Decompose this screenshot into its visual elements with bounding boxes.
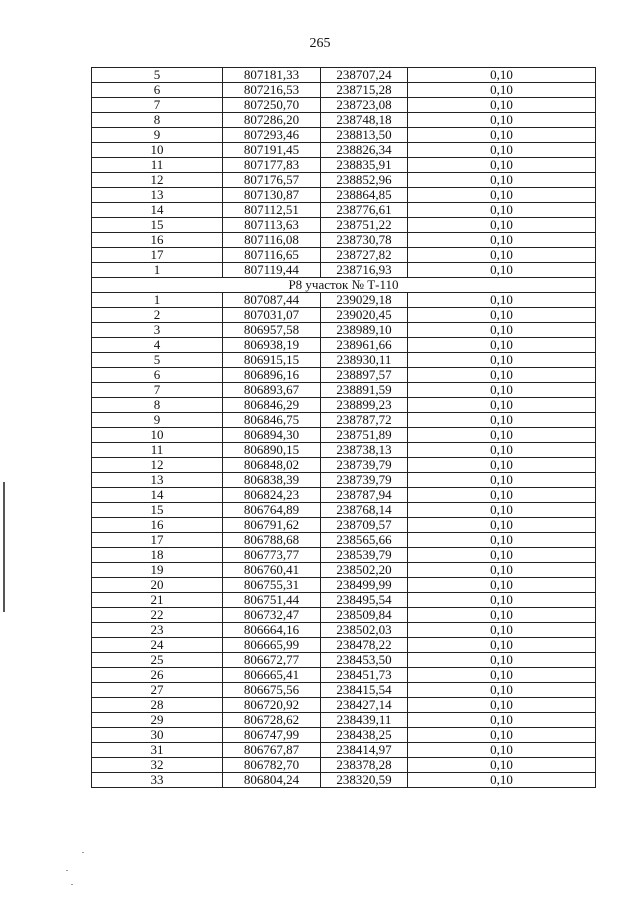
accuracy-cell: 0,10	[408, 638, 596, 653]
y-coordinate-cell: 238539,79	[321, 548, 408, 563]
accuracy-cell: 0,10	[408, 143, 596, 158]
y-coordinate-cell: 238751,22	[321, 218, 408, 233]
accuracy-cell: 0,10	[408, 683, 596, 698]
y-coordinate-cell: 238453,50	[321, 653, 408, 668]
y-coordinate-cell: 238739,79	[321, 473, 408, 488]
table-row	[92, 713, 596, 728]
point-number-cell: 25	[92, 653, 223, 668]
point-number-cell: 23	[92, 623, 223, 638]
table-row	[92, 428, 596, 443]
accuracy-cell: 0,10	[408, 323, 596, 338]
x-coordinate-cell: 806675,56	[223, 683, 321, 698]
point-number-cell: 24	[92, 638, 223, 653]
y-coordinate-cell: 238414,97	[321, 743, 408, 758]
y-coordinate-cell: 238730,78	[321, 233, 408, 248]
section-row	[92, 278, 596, 293]
y-coordinate-cell: 238715,28	[321, 83, 408, 98]
point-number-cell: 27	[92, 683, 223, 698]
table-row	[92, 233, 596, 248]
table-row	[92, 533, 596, 548]
x-coordinate-cell: 806791,62	[223, 518, 321, 533]
x-coordinate-cell: 806664,16	[223, 623, 321, 638]
table-row	[92, 773, 596, 788]
y-coordinate-cell: 238509,84	[321, 608, 408, 623]
x-coordinate-cell: 807119,44	[223, 263, 321, 278]
y-coordinate-cell: 238707,24	[321, 68, 408, 83]
accuracy-cell: 0,10	[408, 413, 596, 428]
accuracy-cell: 0,10	[408, 128, 596, 143]
x-coordinate-cell: 806890,15	[223, 443, 321, 458]
x-coordinate-cell: 806848,02	[223, 458, 321, 473]
accuracy-cell: 0,10	[408, 563, 596, 578]
y-coordinate-cell: 238748,18	[321, 113, 408, 128]
table-row	[92, 158, 596, 173]
y-coordinate-cell: 238787,72	[321, 413, 408, 428]
accuracy-cell: 0,10	[408, 368, 596, 383]
point-number-cell: 4	[92, 338, 223, 353]
y-coordinate-cell: 238930,11	[321, 353, 408, 368]
table-row	[92, 593, 596, 608]
accuracy-cell: 0,10	[408, 263, 596, 278]
accuracy-cell: 0,10	[408, 593, 596, 608]
y-coordinate-cell: 238427,14	[321, 698, 408, 713]
point-number-cell: 28	[92, 698, 223, 713]
point-number-cell: 5	[92, 68, 223, 83]
y-coordinate-cell: 238787,94	[321, 488, 408, 503]
table-row	[92, 173, 596, 188]
accuracy-cell: 0,10	[408, 353, 596, 368]
y-coordinate-cell: 238709,57	[321, 518, 408, 533]
table-row	[92, 203, 596, 218]
accuracy-cell: 0,10	[408, 68, 596, 83]
y-coordinate-cell: 238495,54	[321, 593, 408, 608]
point-number-cell: 32	[92, 758, 223, 773]
y-coordinate-cell: 238751,89	[321, 428, 408, 443]
accuracy-cell: 0,10	[408, 233, 596, 248]
table-row	[92, 623, 596, 638]
y-coordinate-cell: 238478,22	[321, 638, 408, 653]
y-coordinate-cell: 238961,66	[321, 338, 408, 353]
x-coordinate-cell: 807177,83	[223, 158, 321, 173]
x-coordinate-cell: 807113,63	[223, 218, 321, 233]
accuracy-cell: 0,10	[408, 308, 596, 323]
x-coordinate-cell: 806782,70	[223, 758, 321, 773]
x-coordinate-cell: 806672,77	[223, 653, 321, 668]
y-coordinate-cell: 238852,96	[321, 173, 408, 188]
table-row	[92, 248, 596, 263]
y-coordinate-cell: 238502,20	[321, 563, 408, 578]
point-number-cell: 31	[92, 743, 223, 758]
point-number-cell: 12	[92, 458, 223, 473]
table-row	[92, 503, 596, 518]
y-coordinate-cell: 238727,82	[321, 248, 408, 263]
accuracy-cell: 0,10	[408, 623, 596, 638]
table-row	[92, 398, 596, 413]
point-number-cell: 17	[92, 533, 223, 548]
y-coordinate-cell: 238439,11	[321, 713, 408, 728]
point-number-cell: 12	[92, 173, 223, 188]
point-number-cell: 17	[92, 248, 223, 263]
x-coordinate-cell: 806720,92	[223, 698, 321, 713]
accuracy-cell: 0,10	[408, 698, 596, 713]
table-row	[92, 218, 596, 233]
accuracy-cell: 0,10	[408, 488, 596, 503]
y-coordinate-cell: 239029,18	[321, 293, 408, 308]
table-row	[92, 458, 596, 473]
y-coordinate-cell: 238738,13	[321, 443, 408, 458]
accuracy-cell: 0,10	[408, 533, 596, 548]
table-row	[92, 668, 596, 683]
x-coordinate-cell: 806846,29	[223, 398, 321, 413]
x-coordinate-cell: 806804,24	[223, 773, 321, 788]
x-coordinate-cell: 806665,99	[223, 638, 321, 653]
y-coordinate-cell: 238320,59	[321, 773, 408, 788]
y-coordinate-cell: 238451,73	[321, 668, 408, 683]
x-coordinate-cell: 806747,99	[223, 728, 321, 743]
point-number-cell: 9	[92, 413, 223, 428]
point-number-cell: 11	[92, 443, 223, 458]
point-number-cell: 6	[92, 83, 223, 98]
accuracy-cell: 0,10	[408, 158, 596, 173]
x-coordinate-cell: 807116,08	[223, 233, 321, 248]
accuracy-cell: 0,10	[408, 458, 596, 473]
y-coordinate-cell: 238415,54	[321, 683, 408, 698]
point-number-cell: 26	[92, 668, 223, 683]
x-coordinate-cell: 806957,58	[223, 323, 321, 338]
point-number-cell: 21	[92, 593, 223, 608]
y-coordinate-cell: 238499,99	[321, 578, 408, 593]
table-row	[92, 308, 596, 323]
point-number-cell: 8	[92, 398, 223, 413]
page-number: 265	[309, 36, 331, 51]
table-row	[92, 293, 596, 308]
scan-speck	[71, 884, 73, 885]
table-row	[92, 518, 596, 533]
y-coordinate-cell: 238378,28	[321, 758, 408, 773]
accuracy-cell: 0,10	[408, 548, 596, 563]
x-coordinate-cell: 807250,70	[223, 98, 321, 113]
table-row	[92, 608, 596, 623]
point-number-cell: 15	[92, 503, 223, 518]
point-number-cell: 9	[92, 128, 223, 143]
point-number-cell: 16	[92, 518, 223, 533]
point-number-cell: 18	[92, 548, 223, 563]
accuracy-cell: 0,10	[408, 338, 596, 353]
point-number-cell: 13	[92, 473, 223, 488]
table-row	[92, 113, 596, 128]
x-coordinate-cell: 806838,39	[223, 473, 321, 488]
point-number-cell: 16	[92, 233, 223, 248]
x-coordinate-cell: 806760,41	[223, 563, 321, 578]
x-coordinate-cell: 806893,67	[223, 383, 321, 398]
accuracy-cell: 0,10	[408, 83, 596, 98]
accuracy-cell: 0,10	[408, 758, 596, 773]
x-coordinate-cell: 807191,45	[223, 143, 321, 158]
point-number-cell: 11	[92, 158, 223, 173]
table-row	[92, 653, 596, 668]
x-coordinate-cell: 806665,41	[223, 668, 321, 683]
point-number-cell: 14	[92, 203, 223, 218]
y-coordinate-cell: 238864,85	[321, 188, 408, 203]
accuracy-cell: 0,10	[408, 443, 596, 458]
point-number-cell: 19	[92, 563, 223, 578]
x-coordinate-cell: 806938,19	[223, 338, 321, 353]
accuracy-cell: 0,10	[408, 188, 596, 203]
table-row	[92, 683, 596, 698]
y-coordinate-cell: 238723,08	[321, 98, 408, 113]
accuracy-cell: 0,10	[408, 383, 596, 398]
x-coordinate-cell: 806824,23	[223, 488, 321, 503]
table-row	[92, 638, 596, 653]
accuracy-cell: 0,10	[408, 578, 596, 593]
point-number-cell: 29	[92, 713, 223, 728]
y-coordinate-cell: 238989,10	[321, 323, 408, 338]
accuracy-cell: 0,10	[408, 98, 596, 113]
y-coordinate-cell: 238891,59	[321, 383, 408, 398]
point-number-cell: 10	[92, 428, 223, 443]
point-number-cell: 1	[92, 263, 223, 278]
accuracy-cell: 0,10	[408, 428, 596, 443]
x-coordinate-cell: 807286,20	[223, 113, 321, 128]
accuracy-cell: 0,10	[408, 113, 596, 128]
point-number-cell: 20	[92, 578, 223, 593]
x-coordinate-cell: 806767,87	[223, 743, 321, 758]
point-number-cell: 33	[92, 773, 223, 788]
y-coordinate-cell: 238826,34	[321, 143, 408, 158]
x-coordinate-cell: 807293,46	[223, 128, 321, 143]
scan-speck	[66, 870, 68, 871]
x-coordinate-cell: 807112,51	[223, 203, 321, 218]
accuracy-cell: 0,10	[408, 728, 596, 743]
y-coordinate-cell: 238899,23	[321, 398, 408, 413]
point-number-cell: 10	[92, 143, 223, 158]
x-coordinate-cell: 806915,15	[223, 353, 321, 368]
x-coordinate-cell: 806788,68	[223, 533, 321, 548]
table-row	[92, 128, 596, 143]
point-number-cell: 7	[92, 383, 223, 398]
accuracy-cell: 0,10	[408, 503, 596, 518]
x-coordinate-cell: 806764,89	[223, 503, 321, 518]
point-number-cell: 30	[92, 728, 223, 743]
table-row	[92, 338, 596, 353]
y-coordinate-cell: 238897,57	[321, 368, 408, 383]
y-coordinate-cell: 238776,61	[321, 203, 408, 218]
y-coordinate-cell: 238835,91	[321, 158, 408, 173]
x-coordinate-cell: 806728,62	[223, 713, 321, 728]
table-row	[92, 188, 596, 203]
accuracy-cell: 0,10	[408, 713, 596, 728]
x-coordinate-cell: 807130,87	[223, 188, 321, 203]
point-number-cell: 22	[92, 608, 223, 623]
point-number-cell: 3	[92, 323, 223, 338]
y-coordinate-cell: 238768,14	[321, 503, 408, 518]
point-number-cell: 13	[92, 188, 223, 203]
x-coordinate-cell: 806755,31	[223, 578, 321, 593]
scan-speck	[82, 852, 84, 853]
y-coordinate-cell: 238739,79	[321, 458, 408, 473]
table-row	[92, 548, 596, 563]
y-coordinate-cell: 238565,66	[321, 533, 408, 548]
x-coordinate-cell: 807031,07	[223, 308, 321, 323]
table-row	[92, 98, 596, 113]
x-coordinate-cell: 806751,44	[223, 593, 321, 608]
x-coordinate-cell: 807181,33	[223, 68, 321, 83]
accuracy-cell: 0,10	[408, 473, 596, 488]
point-number-cell: 2	[92, 308, 223, 323]
accuracy-cell: 0,10	[408, 608, 596, 623]
table-row	[92, 563, 596, 578]
coordinates-table	[91, 67, 596, 788]
point-number-cell: 15	[92, 218, 223, 233]
accuracy-cell: 0,10	[408, 518, 596, 533]
x-coordinate-cell: 807116,65	[223, 248, 321, 263]
x-coordinate-cell: 806896,16	[223, 368, 321, 383]
table-row	[92, 758, 596, 773]
table-row	[92, 353, 596, 368]
accuracy-cell: 0,10	[408, 173, 596, 188]
accuracy-cell: 0,10	[408, 398, 596, 413]
table-row	[92, 743, 596, 758]
y-coordinate-cell: 238438,25	[321, 728, 408, 743]
table-row	[92, 263, 596, 278]
accuracy-cell: 0,10	[408, 668, 596, 683]
x-coordinate-cell: 806773,77	[223, 548, 321, 563]
scan-edge-mark	[3, 482, 5, 612]
table-row	[92, 698, 596, 713]
point-number-cell: 7	[92, 98, 223, 113]
y-coordinate-cell: 238813,50	[321, 128, 408, 143]
table-row	[92, 578, 596, 593]
y-coordinate-cell: 239020,45	[321, 308, 408, 323]
x-coordinate-cell: 807176,57	[223, 173, 321, 188]
x-coordinate-cell: 806846,75	[223, 413, 321, 428]
table-row	[92, 323, 596, 338]
table-row	[92, 413, 596, 428]
table-row	[92, 443, 596, 458]
point-number-cell: 1	[92, 293, 223, 308]
point-number-cell: 8	[92, 113, 223, 128]
x-coordinate-cell: 807216,53	[223, 83, 321, 98]
y-coordinate-cell: 238502,03	[321, 623, 408, 638]
table-row	[92, 488, 596, 503]
table-row	[92, 68, 596, 83]
accuracy-cell: 0,10	[408, 203, 596, 218]
table-row	[92, 143, 596, 158]
table-row	[92, 83, 596, 98]
accuracy-cell: 0,10	[408, 293, 596, 308]
table-row	[92, 473, 596, 488]
x-coordinate-cell: 806732,47	[223, 608, 321, 623]
x-coordinate-cell: 807087,44	[223, 293, 321, 308]
point-number-cell: 6	[92, 368, 223, 383]
accuracy-cell: 0,10	[408, 653, 596, 668]
section-title: Р8 участок № Т-110	[92, 278, 596, 293]
accuracy-cell: 0,10	[408, 218, 596, 233]
accuracy-cell: 0,10	[408, 743, 596, 758]
accuracy-cell: 0,10	[408, 773, 596, 788]
table-row	[92, 383, 596, 398]
y-coordinate-cell: 238716,93	[321, 263, 408, 278]
table-row	[92, 368, 596, 383]
x-coordinate-cell: 806894,30	[223, 428, 321, 443]
point-number-cell: 5	[92, 353, 223, 368]
accuracy-cell: 0,10	[408, 248, 596, 263]
table-row	[92, 728, 596, 743]
coordinates-table-body	[92, 68, 596, 788]
point-number-cell: 14	[92, 488, 223, 503]
